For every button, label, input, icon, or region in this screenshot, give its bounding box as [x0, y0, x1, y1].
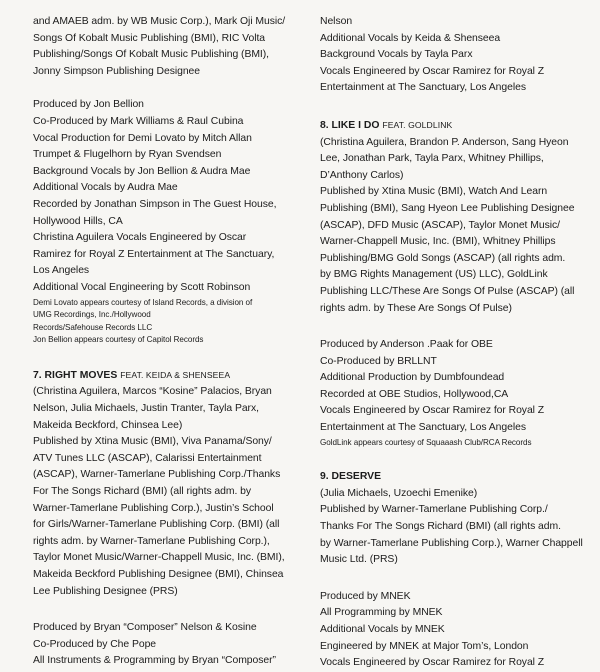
- text-line: Entertainment at The Sanctuary, Los Angeles: [320, 82, 526, 94]
- text-line: and AMAEB adm. by WB Music Corp.), Mark Oji Music/: [33, 16, 286, 27]
- text-line: Hollywood Hills, CA: [33, 215, 123, 227]
- text-line: Los Angeles: [33, 265, 90, 277]
- track-8-section: [320, 117, 590, 449]
- text-line: Songs Of Kobalt Music Publishing (BMI), RIC Volta: [33, 32, 266, 44]
- text-line: rights adm. by Warner-Tamerlane Publishing Corp.),: [33, 535, 270, 547]
- text-line: Additional Vocals by MNEK: [320, 624, 445, 635]
- text-line: Vocal Production for Demi Lovato by Mitch Allan: [33, 132, 252, 144]
- text-line: Recorded by Jonathan Simpson in The Guest House,: [33, 198, 277, 210]
- courtesy-line: Jon Bellion appears courtesy of Capitol Records: [33, 335, 204, 345]
- text-line: Lee, Jonathan Park, Tayla Parx, Whitney Phillips,: [320, 153, 544, 165]
- text-line: (Christina Aguilera, Marcos “Kosine” Palacios, Bryan: [33, 386, 272, 398]
- text-line: Co-Produced by Mark Williams & Raul Cubina: [33, 115, 244, 127]
- text-line: Produced by Jon Bellion: [33, 99, 144, 111]
- courtesy-notes: [33, 297, 295, 347]
- track-name: 8. LIKE I DO: [320, 119, 380, 131]
- track-title: [320, 117, 590, 135]
- text-line: Vocals Engineered by Oscar Ramirez for Royal Z: [320, 657, 545, 669]
- text-line: Produced by MNEK: [320, 590, 411, 602]
- text-line: Makeida Beckford Publishing Designee (BMI), Chinsea: [33, 569, 284, 580]
- text-line: (Julia Michaels, Uzoechi Emenike): [320, 487, 478, 499]
- text-line: Publishing/Songs Of Kobalt Music Publishing (BMI),: [33, 49, 270, 61]
- text-line: Warner-Chappell Music, Inc. (BMI), Whitney Phillips: [320, 236, 556, 248]
- text-line: Background Vocals by Tayla Parx: [320, 49, 473, 61]
- text-line: ATV Tunes LLC (ASCAP), Calarissi Entertainment: [33, 452, 262, 464]
- text-line: Additional Vocals by Keida & Shenseea: [320, 32, 501, 44]
- track-title: [320, 469, 590, 486]
- publishing-continuation: [33, 14, 295, 80]
- text-line: Additional Vocals by Audra Mae: [33, 182, 178, 194]
- text-line: Publishing (BMI), Sang Hyeon Lee Publishing Designee: [320, 202, 575, 214]
- text-line: Engineered by MNEK at Major Tom’s, London: [320, 640, 529, 652]
- courtesy-line: UMG Recordings, Inc./Hollywood: [33, 310, 151, 320]
- track-name: 7. RIGHT MOVES: [33, 369, 118, 381]
- text-line: All Instruments & Programming by Bryan “Composer”: [33, 655, 276, 667]
- text-line: Jonny Simpson Publishing Designee: [33, 65, 201, 77]
- right-column: [320, 14, 590, 672]
- track-feat: FEAT. KEIDA & SHENSEEA: [120, 369, 231, 380]
- text-line: All Programming by MNEK: [320, 607, 443, 619]
- text-line: Nelson, Julia Michaels, Justin Tranter, Tayla Parx,: [33, 403, 259, 415]
- track-name: 9. DESERVE: [320, 471, 382, 483]
- courtesy-line: Records/Safehouse Records LLC: [33, 322, 153, 332]
- text-line: Produced by Anderson .Paak for OBE: [320, 339, 493, 351]
- text-line: (ASCAP), Warner-Tamerlane Publishing Corp./Thanks: [33, 469, 281, 481]
- text-line: Publishing/BMG Gold Songs (ASCAP) (all rights adm.: [320, 252, 566, 264]
- text-line: by Warner-Tamerlane Publishing Corp.), Warner Chappell: [320, 537, 583, 549]
- text-line: Nelson: [320, 16, 353, 27]
- text-line: Publishing LLC/These Are Songs Of Pulse (ASCAP) (all: [320, 285, 575, 297]
- text-line: Co-Produced by BRLLNT: [320, 355, 437, 367]
- text-line: (ASCAP), DFD Music (ASCAP), Taylor Monet Music/: [320, 219, 560, 231]
- text-line: for Girls/Warner-Tamerlane Publishing Corp. (BMI) (all: [33, 519, 280, 531]
- text-line: Recorded at OBE Studios, Hollywood,CA: [320, 388, 509, 400]
- courtesy-line: Demi Lovato appears courtesy of Island Records, a division of: [33, 297, 253, 307]
- text-line: Published by Warner-Tamerlane Publishing Corp./: [320, 504, 548, 516]
- text-line: For The Songs Richard (BMI) (all rights adm. by: [33, 486, 252, 498]
- track-title: [33, 367, 295, 385]
- text-line: Christina Aguilera Vocals Engineered by Oscar: [33, 232, 247, 244]
- track-7-section: [33, 367, 295, 670]
- text-line: rights adm. by These Are Songs Of Pulse): [320, 302, 512, 314]
- text-line: Co-Produced by Che Pope: [33, 638, 157, 650]
- text-line: Entertainment at The Sanctuary, Los Angeles: [320, 422, 526, 434]
- text-line: Vocals Engineered by Oscar Ramirez for Royal Z: [320, 405, 545, 417]
- text-line: by BMG Rights Management (US) LLC), GoldLink: [320, 269, 548, 281]
- track-feat: FEAT. GOLDLINK: [382, 119, 453, 130]
- text-line: Additional Production by Dumbfoundead: [320, 372, 505, 384]
- track-7-continuation: [320, 14, 590, 97]
- text-line: Thanks For The Songs Richard (BMI) (all rights adm.: [320, 521, 561, 533]
- text-line: Published by Xtina Music (BMI), Viva Panama/Sony/: [33, 436, 272, 448]
- text-line: Ramirez for Royal Z Entertainment at The Sanctuary,: [33, 248, 275, 260]
- track-9-section: [320, 469, 590, 672]
- text-line: Lee Publishing Designee (PRS): [33, 585, 178, 597]
- text-line: Trumpet & Flugelhorn by Ryan Svendsen: [33, 149, 222, 161]
- courtesy-line: GoldLink appears courtesy of Squaaash Club/RCA Records: [320, 437, 532, 447]
- text-line: Published by Xtina Music (BMI), Watch And Learn: [320, 186, 548, 198]
- text-line: D’Anthony Carlos): [320, 169, 404, 181]
- text-line: Makeida Beckford, Chinsea Lee): [33, 419, 183, 431]
- text-line: Background Vocals by Jon Bellion & Audra Mae: [33, 165, 251, 177]
- text-line: Vocals Engineered by Oscar Ramirez for Royal Z: [320, 65, 545, 77]
- text-line: Taylor Monet Music/Warner-Chappell Music, Inc. (BMI),: [33, 552, 285, 564]
- text-line: Warner-Tamerlane Publishing Corp.), Justin’s School: [33, 502, 274, 514]
- text-line: (Christina Aguilera, Brandon P. Anderson, Sang Hyeon: [320, 136, 569, 148]
- left-column: [33, 14, 295, 670]
- text-line: Music Ltd. (PRS): [320, 554, 398, 566]
- text-line: Produced by Bryan “Composer” Nelson & Kosine: [33, 622, 257, 634]
- text-line: Additional Vocal Engineering by Scott Robinson: [33, 281, 251, 293]
- production-credits: [33, 97, 295, 296]
